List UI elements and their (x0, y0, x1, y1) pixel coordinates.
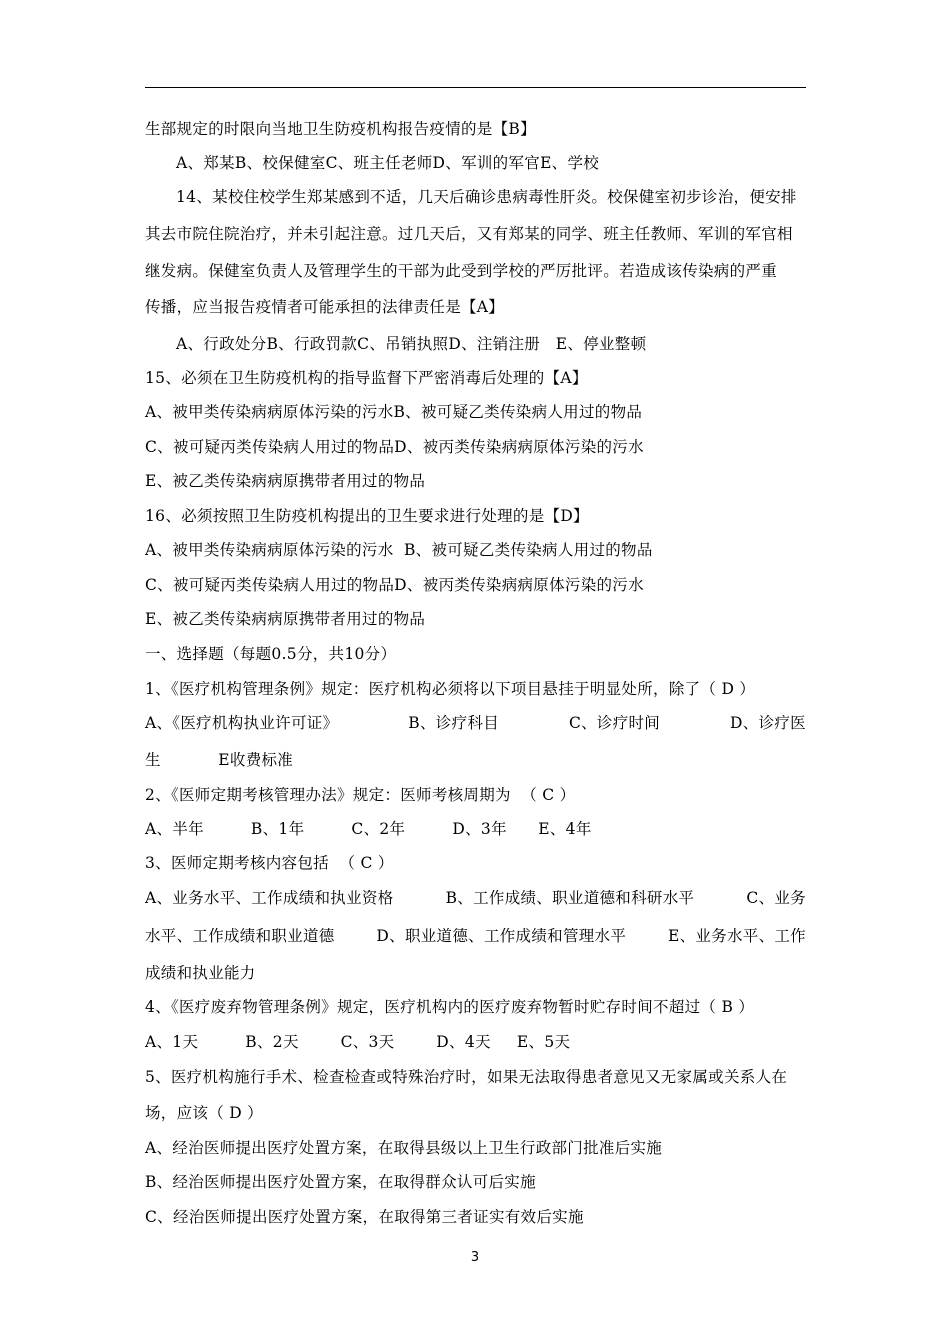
text-line: 继发病。保健室负责人及管理学生的干部为此受到学校的严厉批评。若造成该传染病的严重 (145, 262, 778, 280)
text-line: A、郑某B、校保健室C、班主任老师D、军训的军官E、学校 (176, 154, 600, 172)
options-line: C、被可疑丙类传染病人用过的物品D、被丙类传染病病原体污染的污水 (145, 576, 644, 594)
option-e: E、业务水平、工作 (667, 927, 806, 945)
options-line: E、被乙类传染病病原携带者用过的物品 (145, 472, 426, 490)
section-heading: 一、选择题（每题0.5分，共10分） (145, 645, 397, 663)
text-line: 场，应该（ D ） (145, 1104, 263, 1122)
question-1: 1、《医疗机构管理条例》规定：医疗机构必须将以下项目悬挂于明显处所，除了（ D ） (145, 680, 756, 698)
option-b: B、工作成绩、职业道德和科研水平 (445, 889, 695, 907)
option-d: D、诊疗医 (730, 714, 806, 732)
question-2: 2、《医师定期考核管理办法》规定：医师考核周期为 （ C ） (145, 786, 576, 804)
header-rule (145, 87, 806, 88)
option-c: C、诊疗时间 (568, 714, 661, 732)
option-d: D、职业道德、工作成绩和管理水平 (376, 927, 627, 945)
options-line: B、经治医师提出医疗处置方案，在取得群众认可后实施 (145, 1173, 536, 1191)
question-15: 15、必须在卫生防疫机构的指导监督下严密消毒后处理的【A】 (145, 369, 588, 387)
options-line: C、被可疑丙类传染病人用过的物品D、被丙类传染病病原体污染的污水 (145, 438, 644, 456)
option-c: C、业务 (746, 889, 806, 907)
options-line (145, 926, 806, 946)
option-b: B、诊疗科目 (408, 714, 499, 732)
text-line: 其去市院住院治疗，并未引起注意。过几天后，又有郑某的同学、班主任教师、军训的军官相 (145, 225, 793, 243)
options-line: 生 E收费标准 (145, 751, 294, 769)
options-line: A、被甲类传染病病原体污染的污水B、被可疑乙类传染病人用过的物品 (145, 403, 643, 421)
text-line: 传播，应当报告疫情者可能承担的法律责任是【A】 (145, 298, 505, 316)
option-a: A、业务水平、工作成绩和执业资格 (145, 889, 394, 907)
question-4: 4、《医疗废弃物管理条例》规定，医疗机构内的医疗废弃物暂时贮存时间不超过（ B ） (145, 998, 755, 1016)
page-number: 3 (470, 1250, 480, 1265)
option-a: A、《医疗机构执业许可证》 (145, 714, 339, 732)
options-line (145, 888, 806, 908)
option-c-cont: 水平、工作成绩和职业道德 (145, 927, 335, 945)
text-line: 生部规定的时限向当地卫生防疫机构报告疫情的是【B】 (145, 120, 536, 138)
options-line: A、被甲类传染病病原体污染的污水 B、被可疑乙类传染病人用过的物品 (145, 541, 653, 559)
question-5: 5、医疗机构施行手术、检查检查或特殊治疗时，如果无法取得患者意见又无家属或关系人在 (145, 1068, 788, 1086)
options-line: A、行政处分B、行政罚款C、吊销执照D、注销注册 E、停业整顿 (176, 335, 647, 353)
text-line: 成绩和执业能力 (145, 964, 256, 982)
options-line: C、经治医师提出医疗处置方案，在取得第三者证实有效后实施 (145, 1208, 584, 1226)
options-line: A、1天 B、2天 C、3天 D、4天 E、5天 (145, 1033, 571, 1051)
options-line: A、经治医师提出医疗处置方案，在取得县级以上卫生行政部门批准后实施 (145, 1139, 663, 1157)
options-line: A、半年 B、1年 C、2年 D、3年 E、4年 (145, 820, 592, 838)
question-14: 14、某校住校学生郑某感到不适，几天后确诊患病毒性肝炎。校保健室初步诊治，便安排 (176, 188, 797, 206)
question-16: 16、必须按照卫生防疫机构提出的卫生要求进行处理的是【D】 (145, 507, 589, 525)
options-line (145, 713, 806, 733)
question-3: 3、医师定期考核内容包括 （ C ） (145, 854, 394, 872)
options-line: E、被乙类传染病病原携带者用过的物品 (145, 610, 426, 628)
